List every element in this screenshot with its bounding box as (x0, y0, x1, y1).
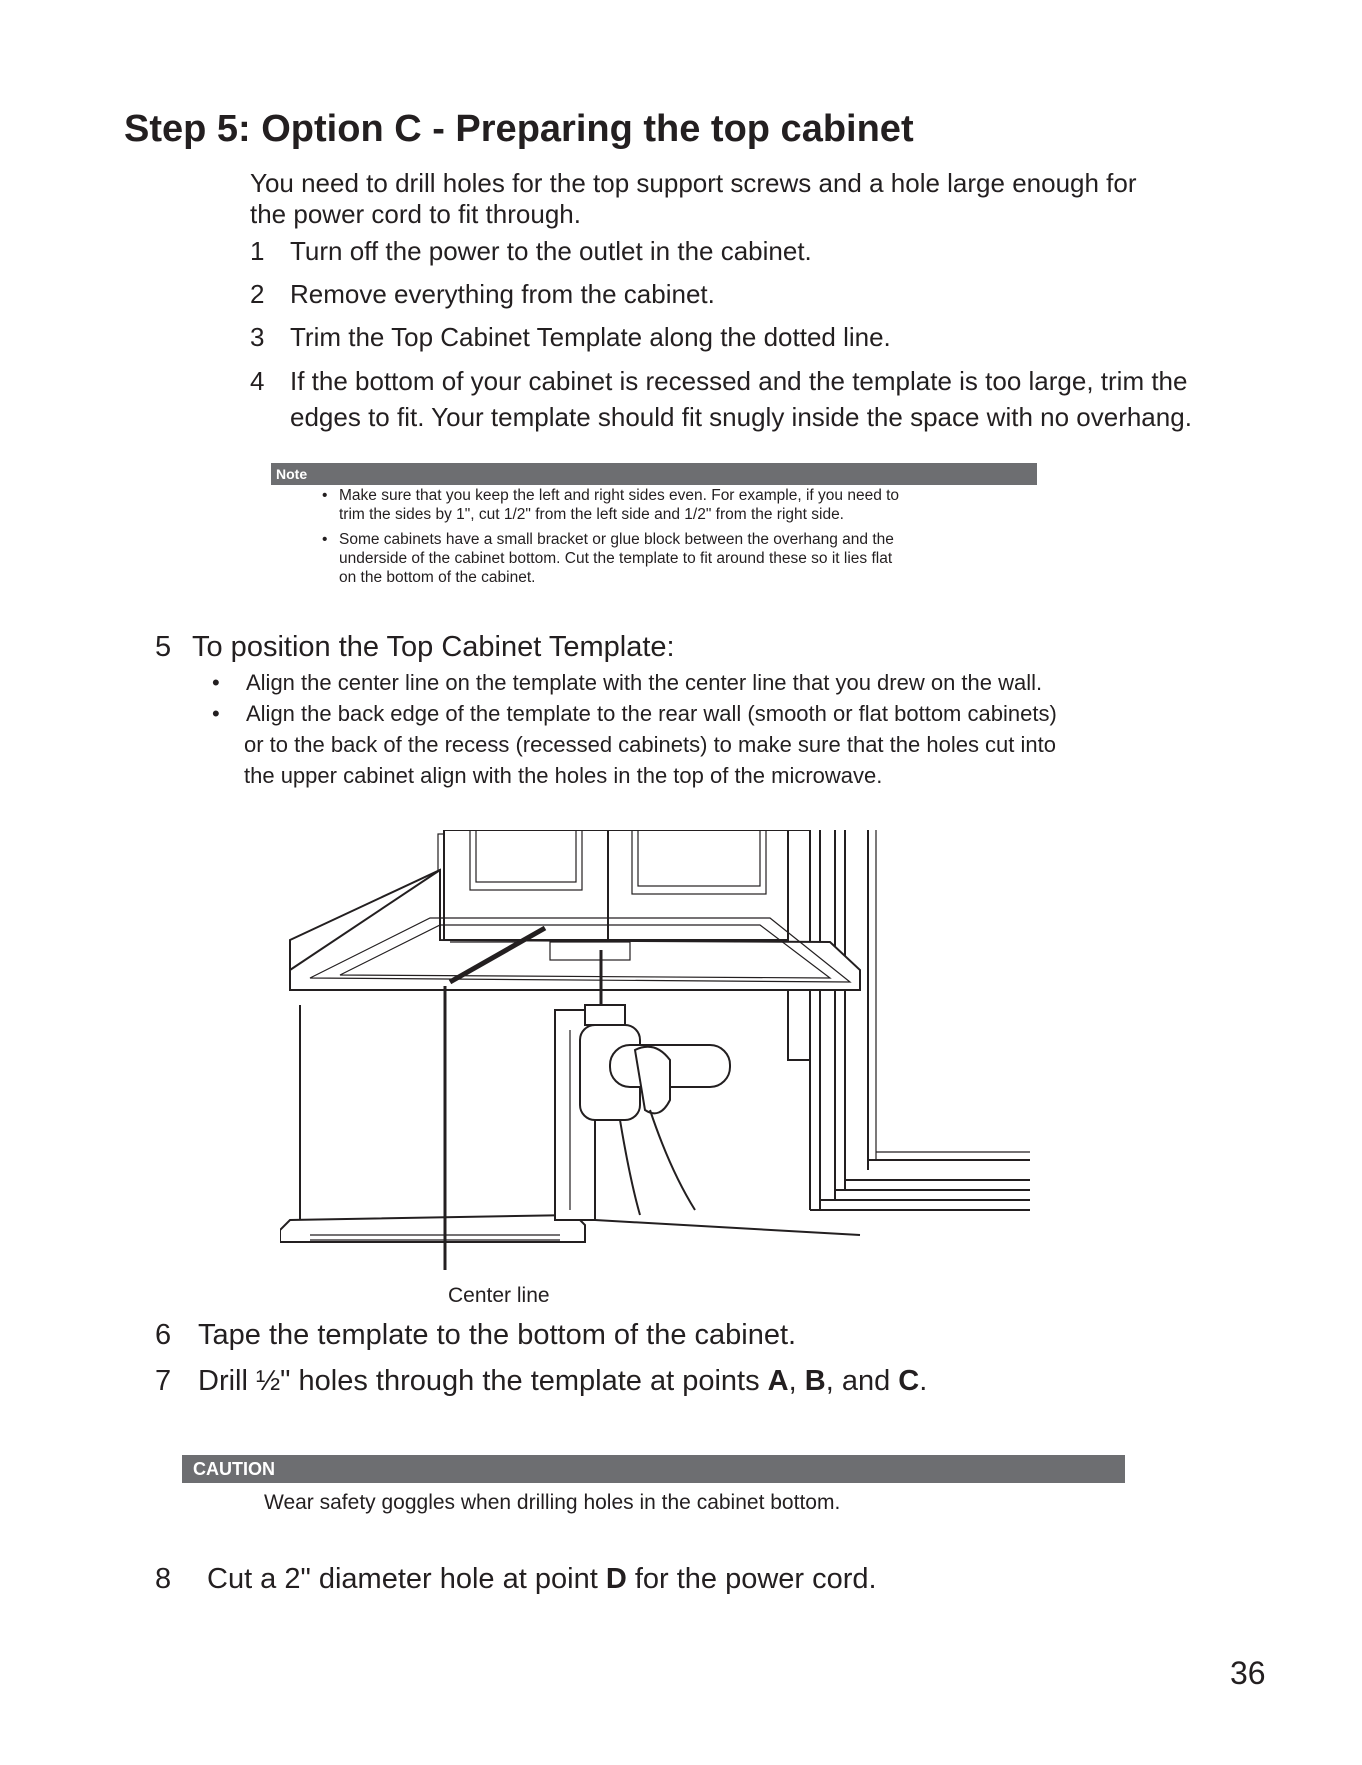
step-text (207, 1562, 877, 1596)
step-text: Tape the template to the bottom of the cabinet. (198, 1319, 797, 1351)
caution-text: Wear safety goggles when drilling holes in the cabinet bottom. (264, 1491, 841, 1514)
cabinet-drilling-illustration (280, 830, 1040, 1280)
bullet-icon: • (322, 531, 328, 548)
step-8 (155, 1562, 1105, 1596)
bullet-icon: • (322, 487, 328, 504)
microwave-outline (280, 1005, 860, 1242)
step-4 (250, 366, 1350, 436)
point-a-label: A (767, 1365, 789, 1397)
note-item-line-3: on the bottom of the cabinet. (339, 569, 536, 586)
separator: , and (825, 1365, 899, 1397)
separator: , (788, 1365, 805, 1397)
step-7 (155, 1364, 1105, 1398)
note-item-line-1: Some cabinets have a small bracket or glue block between the overhang and the (339, 531, 894, 548)
step-text-line-2: edges to fit. Your template should fit snugly inside the space with no overhang. (290, 402, 1192, 432)
upper-cabinet (438, 830, 1030, 1210)
page-title: Step 5: Option C - Preparing the top cabinet (124, 108, 914, 150)
bullet-text-line-3: the upper cabinet align with the holes in the top of the microwave. (244, 763, 883, 788)
step-text: Trim the Top Cabinet Template along the dotted line. (290, 322, 891, 352)
step-text: Turn off the power to the outlet in the cabinet. (290, 236, 812, 266)
step-1 (250, 236, 1250, 267)
note-item-line-1: Make sure that you keep the left and right sides even. For example, if you need to (339, 487, 900, 504)
note-item-line-2: trim the sides by 1", cut 1/2" from the left side and 1/2" from the right side. (339, 506, 844, 523)
intro-paragraph: You need to drill holes for the top support screws and a hole large enough for the power cord to fit through. (250, 168, 1137, 229)
bullet-text-line-1: Align the back edge of the template to the rear wall (smooth or flat bottom cabinets) (246, 701, 1057, 726)
point-b-label: B (804, 1365, 826, 1397)
caution-label: CAUTION (193, 1459, 275, 1479)
step-text-line-1: If the bottom of your cabinet is recessed and the template is too large, trim the (290, 366, 1188, 396)
note-item (322, 487, 1042, 527)
step-number: 1 (250, 236, 265, 266)
point-d-label: D (605, 1563, 627, 1595)
bullet-icon: • (212, 701, 220, 726)
bullet-text-line-2: or to the back of the recess (recessed cabinets) to make sure that the holes cut into (244, 732, 1056, 757)
step-text-part: Cut a 2" diameter hole at point (207, 1563, 606, 1595)
step-5 (155, 630, 1055, 664)
step-text: To position the Top Cabinet Template: (192, 631, 675, 663)
step-3 (250, 322, 1250, 353)
step-number: 6 (155, 1319, 172, 1351)
note-header-bar (271, 463, 1037, 485)
separator: . (919, 1365, 928, 1397)
step-5-bullet (212, 667, 1212, 698)
bullet-text: Align the center line on the template with the center line that you drew on the wall. (246, 670, 1043, 695)
step-number: 2 (250, 279, 265, 309)
step-text-part: Drill ½" holes through the template at points (198, 1365, 768, 1397)
step-text: Remove everything from the cabinet. (290, 279, 715, 309)
caution-header-bar (182, 1455, 1125, 1483)
note-label: Note (276, 466, 308, 482)
note-item (322, 531, 1042, 591)
step-5-bullet (212, 698, 1212, 793)
step-text-part: for the power cord. (626, 1563, 877, 1595)
figure-caption: Center line (448, 1284, 550, 1307)
step-6 (155, 1318, 1055, 1352)
note-item-line-2: underside of the cabinet bottom. Cut the template to fit around these so it lies flat (339, 550, 893, 567)
step-number: 7 (155, 1365, 172, 1397)
step-number: 3 (250, 322, 265, 352)
step-number: 4 (250, 366, 265, 396)
step-2 (250, 279, 1250, 310)
step-text (198, 1364, 927, 1398)
cabinet-bottom (290, 870, 860, 990)
point-c-label: C (898, 1365, 920, 1397)
step-number: 8 (155, 1563, 172, 1595)
page-number: 36 (1230, 1655, 1266, 1691)
bullet-icon: • (212, 670, 220, 695)
step-number: 5 (155, 631, 172, 663)
